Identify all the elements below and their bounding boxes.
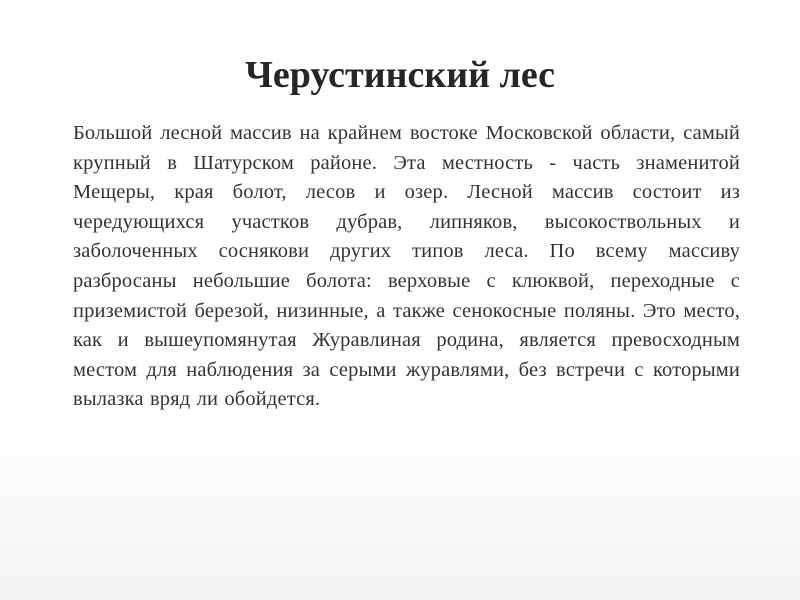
slide-body-paragraph: Большой лесной массив на крайнем востоке Московской области, самый крупный в Шатурском районе. Эта местность - часть знаменитой Мещеры, края болот, лесов и озер. Лесной массив состоит из чередующихся участков дубрав, липняков, высокоствольных и заболоченных соснякови других типов леса. По всему массиву разбросаны небольшие болота: верховые с клюквой, переходные с приземистой березой, низинные, а также сенокосные поляны. Это место, как и вышеупомянутая Журавлиная родина, является превосходным местом для наблюдения за серыми журавлями, без встречи с которыми вылазка вряд ли обойдется.: [73, 122, 740, 411]
slide-title: Черустинский лес: [244, 54, 556, 96]
